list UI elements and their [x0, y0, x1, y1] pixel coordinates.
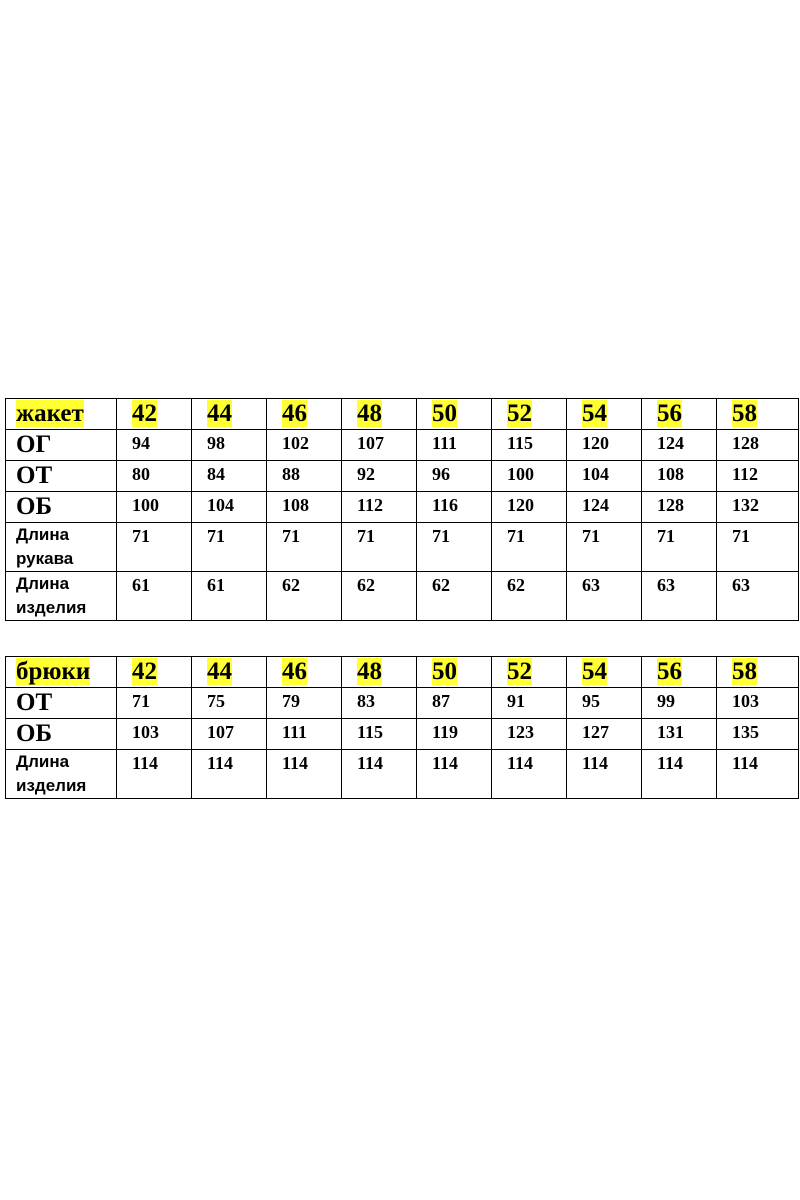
size-header-cell [717, 399, 799, 430]
measurement-label-cell [6, 572, 117, 621]
size-header-row [6, 399, 799, 430]
table-row [6, 430, 799, 461]
measurement-value: 120 [567, 430, 642, 461]
size-number: 42 [132, 400, 157, 427]
measurement-value: 84 [192, 461, 267, 492]
table-title: жакет [16, 400, 84, 427]
measurement-value: 94 [117, 430, 192, 461]
size-header-cell [117, 399, 192, 430]
measurement-value: 107 [192, 719, 267, 750]
table-title-cell [6, 399, 117, 430]
size-header-cell [267, 657, 342, 688]
size-header-cell [492, 399, 567, 430]
measurement-value: 71 [192, 523, 267, 572]
measurement-value: 115 [492, 430, 567, 461]
size-number: 44 [207, 658, 232, 685]
measurement-value: 63 [717, 572, 799, 621]
measurement-value: 132 [717, 492, 799, 523]
measurement-value: 108 [267, 492, 342, 523]
measurement-label-cell [6, 750, 117, 799]
measurement-value: 103 [117, 719, 192, 750]
measurement-value: 131 [642, 719, 717, 750]
measurement-value: 63 [642, 572, 717, 621]
measurement-value: 124 [642, 430, 717, 461]
measurement-value: 103 [717, 688, 799, 719]
measurement-value: 83 [342, 688, 417, 719]
table-row [6, 572, 799, 621]
measurement-value: 114 [717, 750, 799, 799]
size-header-cell [342, 399, 417, 430]
measurement-value: 95 [567, 688, 642, 719]
measurement-value: 92 [342, 461, 417, 492]
measurement-value: 114 [642, 750, 717, 799]
size-header-cell [342, 657, 417, 688]
measurement-label: изделия [16, 598, 87, 617]
size-number: 50 [432, 400, 457, 427]
measurement-value: 98 [192, 430, 267, 461]
table-row [6, 750, 799, 799]
measurement-label: Длина [16, 752, 70, 771]
table-title-cell [6, 657, 117, 688]
measurement-label-cell [6, 430, 117, 461]
measurement-value: 71 [492, 523, 567, 572]
measurement-value: 108 [642, 461, 717, 492]
size-header-cell [642, 657, 717, 688]
size-number: 56 [657, 400, 682, 427]
size-number: 54 [582, 400, 607, 427]
measurement-label-cell [6, 461, 117, 492]
measurement-value: 88 [267, 461, 342, 492]
measurement-value: 96 [417, 461, 492, 492]
measurement-value: 71 [642, 523, 717, 572]
table-row [6, 523, 799, 572]
measurement-value: 120 [492, 492, 567, 523]
measurement-value: 71 [342, 523, 417, 572]
measurement-label: ОГ [16, 431, 52, 458]
measurement-label: ОТ [16, 462, 53, 489]
measurement-value: 114 [192, 750, 267, 799]
measurement-value: 114 [342, 750, 417, 799]
table-row [6, 461, 799, 492]
measurement-label: ОБ [16, 493, 52, 520]
measurement-value: 114 [417, 750, 492, 799]
size-number: 44 [207, 400, 232, 427]
size-header-cell [567, 657, 642, 688]
measurement-value: 71 [117, 523, 192, 572]
table-row [6, 492, 799, 523]
measurement-value: 135 [717, 719, 799, 750]
measurement-label-cell [6, 688, 117, 719]
measurement-value: 62 [342, 572, 417, 621]
measurement-value: 104 [567, 461, 642, 492]
measurement-label-cell [6, 523, 117, 572]
size-number: 54 [582, 658, 607, 685]
measurement-value: 115 [342, 719, 417, 750]
measurement-value: 99 [642, 688, 717, 719]
size-header-row [6, 657, 799, 688]
size-header-cell [642, 399, 717, 430]
measurement-value: 128 [642, 492, 717, 523]
measurement-value: 124 [567, 492, 642, 523]
measurement-value: 114 [567, 750, 642, 799]
measurement-label: изделия [16, 776, 87, 795]
pants-size-table [5, 656, 799, 799]
size-number: 46 [282, 658, 307, 685]
size-number: 58 [732, 400, 757, 427]
size-number: 48 [357, 400, 382, 427]
measurement-label: ОБ [16, 720, 52, 747]
size-number: 48 [357, 658, 382, 685]
measurement-value: 71 [417, 523, 492, 572]
measurement-label: ОТ [16, 689, 53, 716]
measurement-value: 62 [417, 572, 492, 621]
size-header-cell [417, 657, 492, 688]
measurement-value: 71 [267, 523, 342, 572]
size-header-cell [417, 399, 492, 430]
measurement-label: Длина [16, 525, 70, 544]
size-header-cell [567, 399, 642, 430]
measurement-value: 61 [117, 572, 192, 621]
measurement-value: 127 [567, 719, 642, 750]
measurement-label-cell [6, 719, 117, 750]
size-header-cell [117, 657, 192, 688]
measurement-value: 111 [267, 719, 342, 750]
measurement-value: 71 [717, 523, 799, 572]
table-row [6, 688, 799, 719]
size-header-cell [192, 657, 267, 688]
measurement-value: 100 [117, 492, 192, 523]
measurement-value: 75 [192, 688, 267, 719]
measurement-value: 112 [717, 461, 799, 492]
table-row [6, 719, 799, 750]
measurement-value: 71 [117, 688, 192, 719]
measurement-value: 114 [117, 750, 192, 799]
measurement-value: 123 [492, 719, 567, 750]
size-number: 50 [432, 658, 457, 685]
measurement-label: Длина [16, 574, 70, 593]
measurement-label: рукава [16, 549, 74, 568]
jacket-size-table [5, 398, 799, 621]
measurement-value: 102 [267, 430, 342, 461]
measurement-label-cell [6, 492, 117, 523]
measurement-value: 107 [342, 430, 417, 461]
measurement-value: 116 [417, 492, 492, 523]
size-number: 56 [657, 658, 682, 685]
measurement-value: 104 [192, 492, 267, 523]
measurement-value: 61 [192, 572, 267, 621]
measurement-value: 119 [417, 719, 492, 750]
size-number: 52 [507, 400, 532, 427]
measurement-value: 112 [342, 492, 417, 523]
size-number: 58 [732, 658, 757, 685]
measurement-value: 79 [267, 688, 342, 719]
measurement-value: 114 [267, 750, 342, 799]
size-header-cell [192, 399, 267, 430]
measurement-value: 71 [567, 523, 642, 572]
measurement-value: 128 [717, 430, 799, 461]
measurement-value: 91 [492, 688, 567, 719]
size-header-cell [492, 657, 567, 688]
measurement-value: 62 [492, 572, 567, 621]
size-number: 42 [132, 658, 157, 685]
measurement-value: 63 [567, 572, 642, 621]
size-number: 52 [507, 658, 532, 685]
measurement-value: 111 [417, 430, 492, 461]
table-title: брюки [16, 658, 91, 685]
size-header-cell [267, 399, 342, 430]
measurement-value: 62 [267, 572, 342, 621]
measurement-value: 80 [117, 461, 192, 492]
measurement-value: 87 [417, 688, 492, 719]
size-number: 46 [282, 400, 307, 427]
measurement-value: 114 [492, 750, 567, 799]
measurement-value: 100 [492, 461, 567, 492]
size-header-cell [717, 657, 799, 688]
